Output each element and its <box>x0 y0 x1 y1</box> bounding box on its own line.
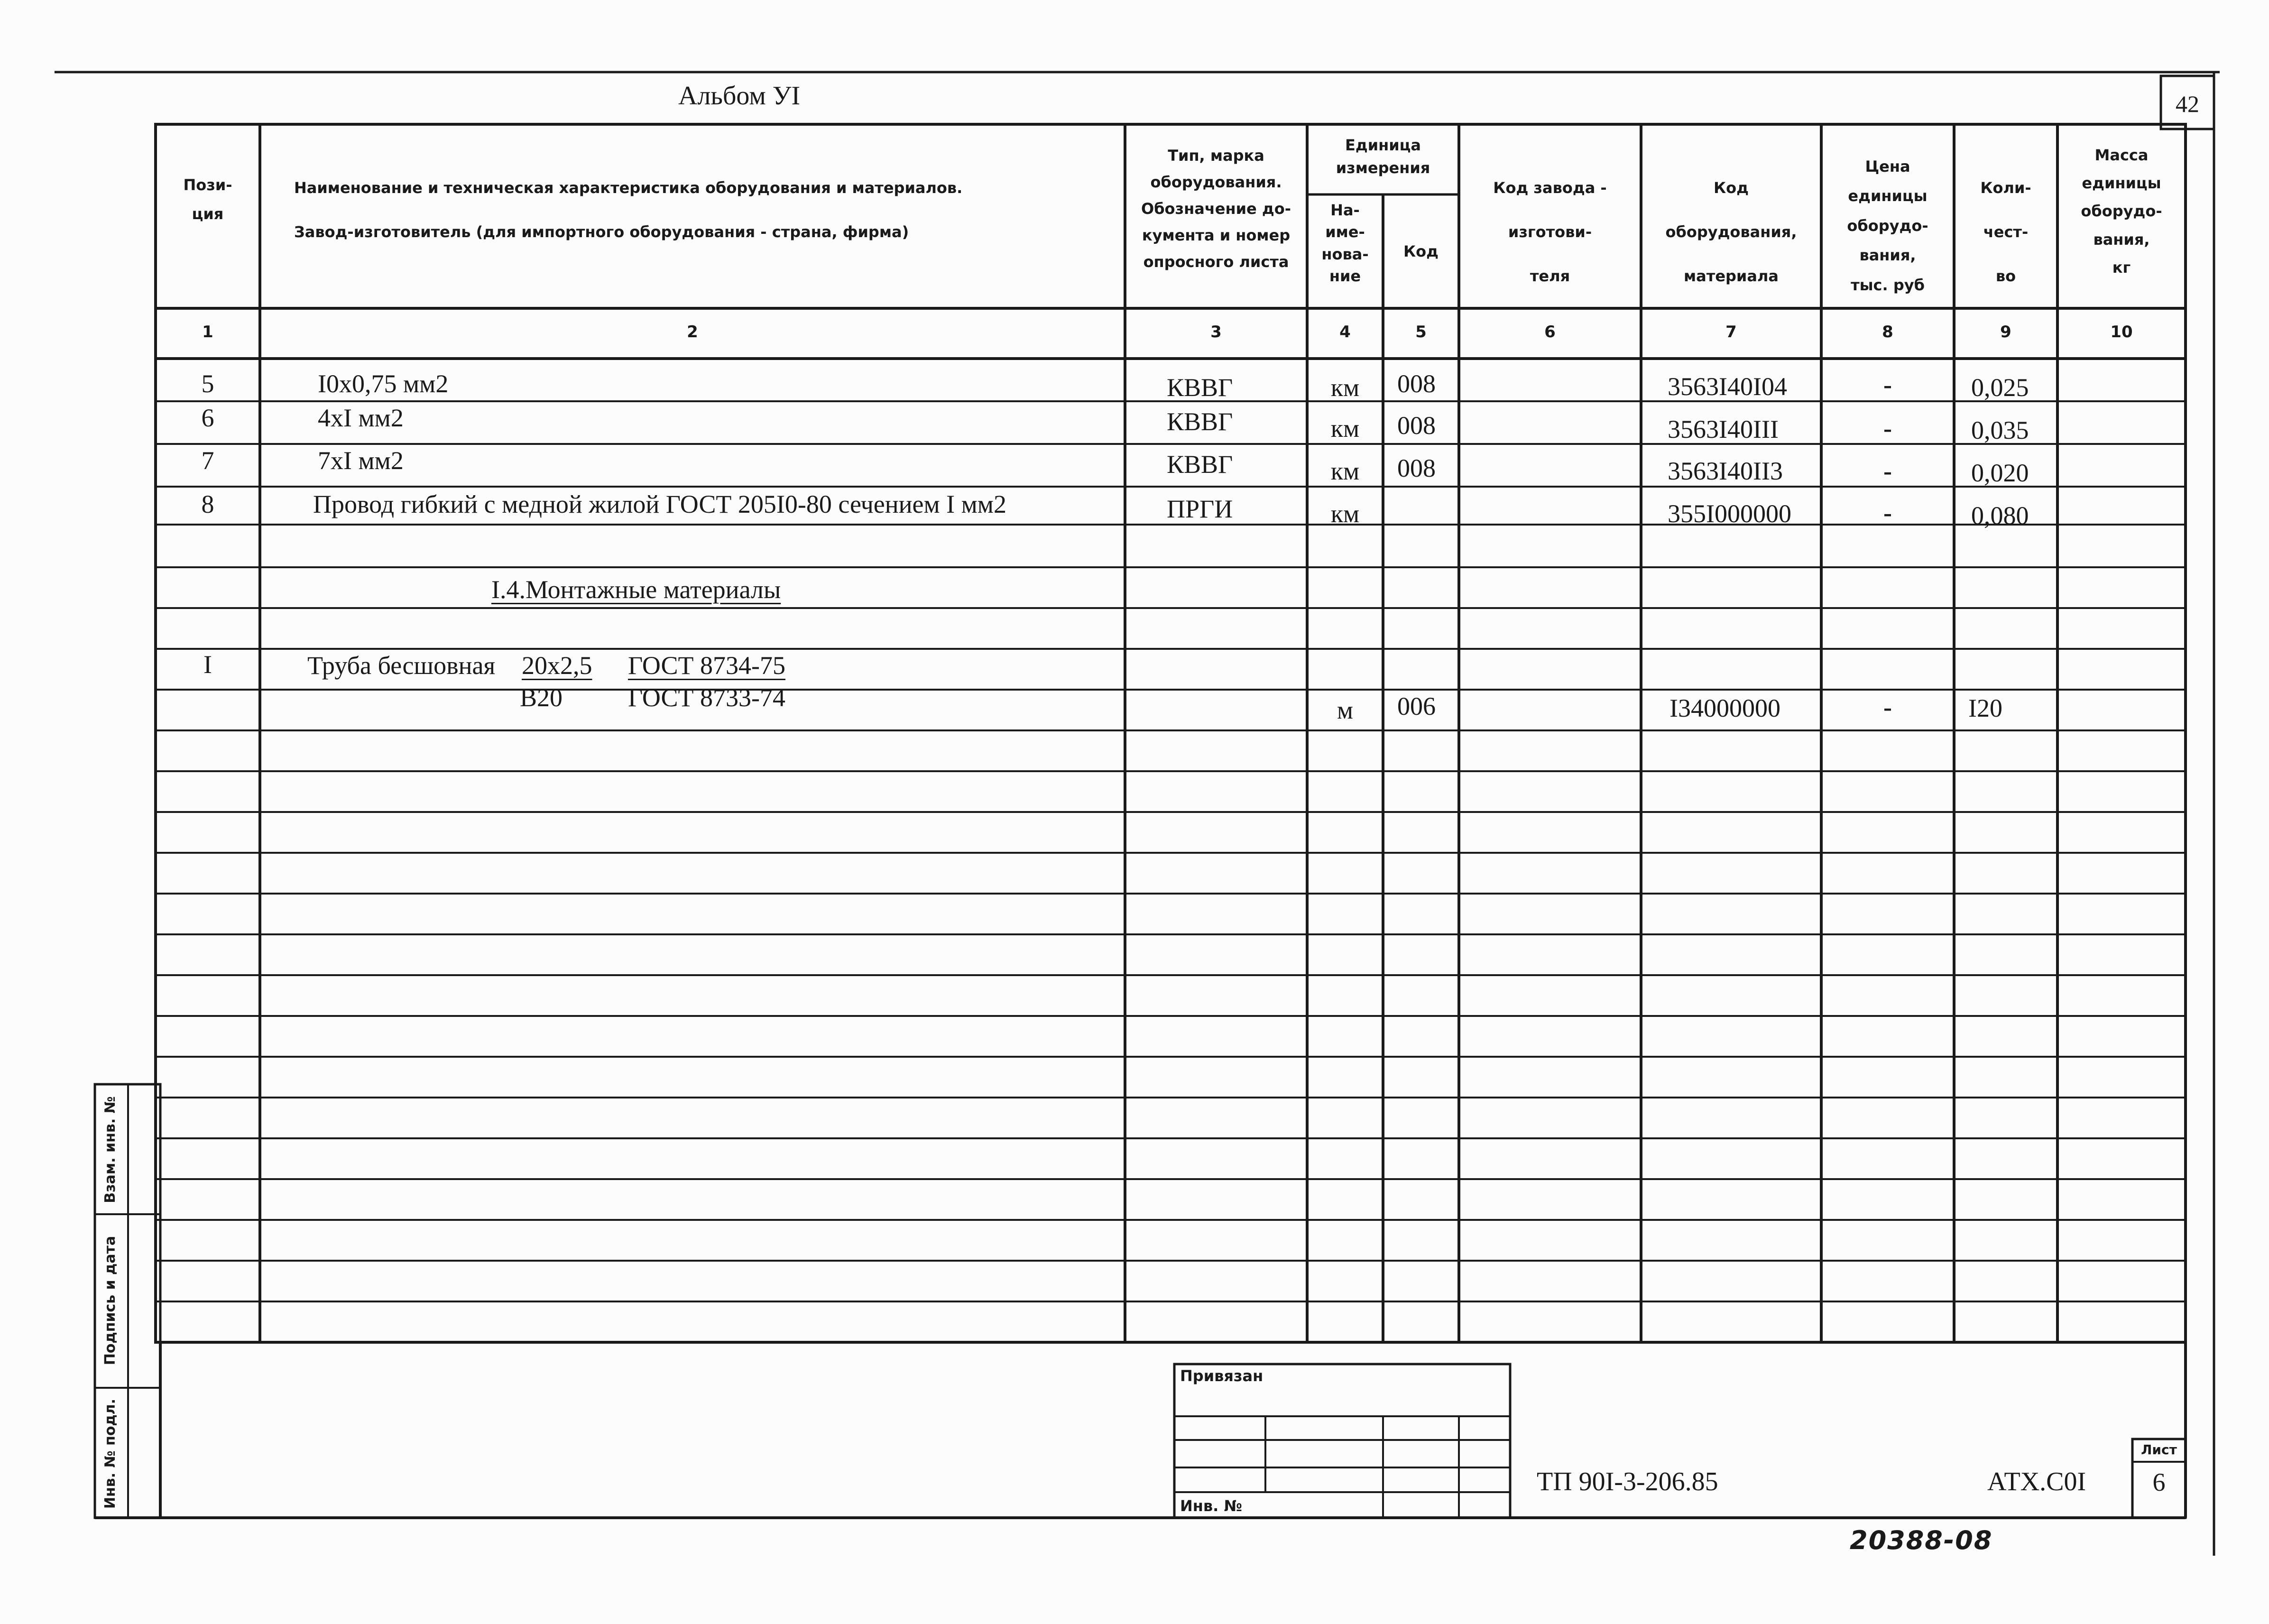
row-material-code: 3563I40III <box>1668 415 1779 443</box>
row-unit-code: 008 <box>1397 369 1436 398</box>
header-unit-code: Код <box>1403 242 1439 260</box>
row-position: 6 <box>201 404 214 432</box>
pipe-steel: В20 <box>520 683 563 712</box>
pipe-gost-primary: ГОСТ 8734-75 <box>628 651 786 680</box>
row-unit-code: 008 <box>1397 411 1436 440</box>
row-type: КВВГ <box>1167 373 1233 402</box>
header-mass: Масса единицы оборудо- вания, кг <box>2081 146 2162 277</box>
pipe-size: 20x2,5 <box>522 651 592 680</box>
section-title: I.4.Монтажные материалы <box>491 575 781 604</box>
header-type: Тип, марка оборудования. Обозначение до- кумента и номер опросного листа <box>1141 147 1291 271</box>
row-name: I0x0,75 мм2 <box>318 369 449 398</box>
header-unit-group: Единица измерения <box>1336 136 1430 177</box>
pipe-gost-secondary: ГОСТ 8733-74 <box>628 683 786 712</box>
header-price: Цена единицы оборудо- вания, тыс. руб <box>1847 157 1928 294</box>
row-material-code: 3563I40I04 <box>1668 372 1787 401</box>
album-title: Альбом УI <box>678 81 801 111</box>
column-number: 7 <box>1725 323 1737 341</box>
row-quantity: 0,035 <box>1971 416 2029 444</box>
row-name: 7xI мм2 <box>318 446 404 475</box>
row-type: КВВГ <box>1167 407 1233 436</box>
sheet-number: 6 <box>2152 1468 2166 1496</box>
column-number: 2 <box>687 323 698 341</box>
row-material-code: I34000000 <box>1669 694 1780 722</box>
row-quantity: 0,020 <box>1971 459 2029 487</box>
column-number: 5 <box>1415 323 1427 341</box>
column-number: 6 <box>1544 323 1556 341</box>
column-number: 3 <box>1210 323 1222 341</box>
row-position: I <box>203 650 212 679</box>
row-price: - <box>1883 414 1892 443</box>
row-position: 5 <box>201 369 214 398</box>
row-name: Провод гибкий с медной жилой ГОСТ 205I0-80 сечением I мм2 <box>313 490 1006 518</box>
row-price: - <box>1883 498 1892 527</box>
row-type: ПРГИ <box>1167 495 1233 523</box>
row-material-code: 355I000000 <box>1668 499 1791 528</box>
row-material-code: 3563I40II3 <box>1668 457 1783 485</box>
column-number: 4 <box>1339 323 1351 341</box>
row-price: - <box>1883 457 1892 485</box>
row-price: - <box>1883 693 1892 721</box>
header-material-code: Код оборудования, материала <box>1665 179 1797 285</box>
header-quantity: Коли- чест- во <box>1980 179 2031 285</box>
row-quantity: 0,080 <box>1971 501 2029 530</box>
row-price: - <box>1883 370 1892 399</box>
stamp-inventory-label: Инв. № подл. <box>102 1398 119 1509</box>
page-number: 42 <box>2176 91 2199 117</box>
sheet-label: Лист <box>2141 1442 2177 1458</box>
row-position: 7 <box>201 446 214 475</box>
column-number: 9 <box>2000 323 2011 341</box>
bound-label: Привязан <box>1180 1367 1264 1385</box>
document-mark: АТХ.С0I <box>1987 1467 2086 1496</box>
header-factory-code: Код завода - изготови- теля <box>1493 179 1607 285</box>
stamp-replacement-label: Взам. инв. № <box>102 1096 119 1203</box>
document-code: ТП 90I-3-206.85 <box>1537 1467 1718 1496</box>
header-unit-name: На- име- нова- ние <box>1321 201 1369 286</box>
column-number: 8 <box>1882 323 1893 341</box>
row-unit: км <box>1330 373 1360 402</box>
inventory-number-label: Инв. № <box>1180 1497 1242 1515</box>
row-name: 4xI мм2 <box>318 404 404 432</box>
row-unit: км <box>1330 499 1360 528</box>
header-position: Пози- ция <box>183 176 232 223</box>
column-number: 1 <box>202 323 213 341</box>
row-unit-code: 006 <box>1397 692 1436 720</box>
row-quantity: 0,025 <box>1971 373 2029 402</box>
row-unit: м <box>1337 696 1354 724</box>
stamp-signature-label: Подпись и дата <box>102 1236 119 1366</box>
row-name: Труба бесшовная <box>307 651 496 680</box>
row-type: КВВГ <box>1167 450 1233 479</box>
handwritten-number: 20388-08 <box>1850 1525 1993 1555</box>
header-name: Наименование и техническая характеристика оборудования и материалов. Завод-изготовитель (для импортного оборудования - страна, фирма) <box>294 179 963 241</box>
row-unit-code: 008 <box>1397 454 1436 482</box>
row-quantity: I20 <box>1968 694 2002 722</box>
column-number: 10 <box>2110 323 2133 341</box>
row-unit: км <box>1330 414 1360 443</box>
row-unit: км <box>1330 457 1360 485</box>
row-position: 8 <box>201 490 214 518</box>
